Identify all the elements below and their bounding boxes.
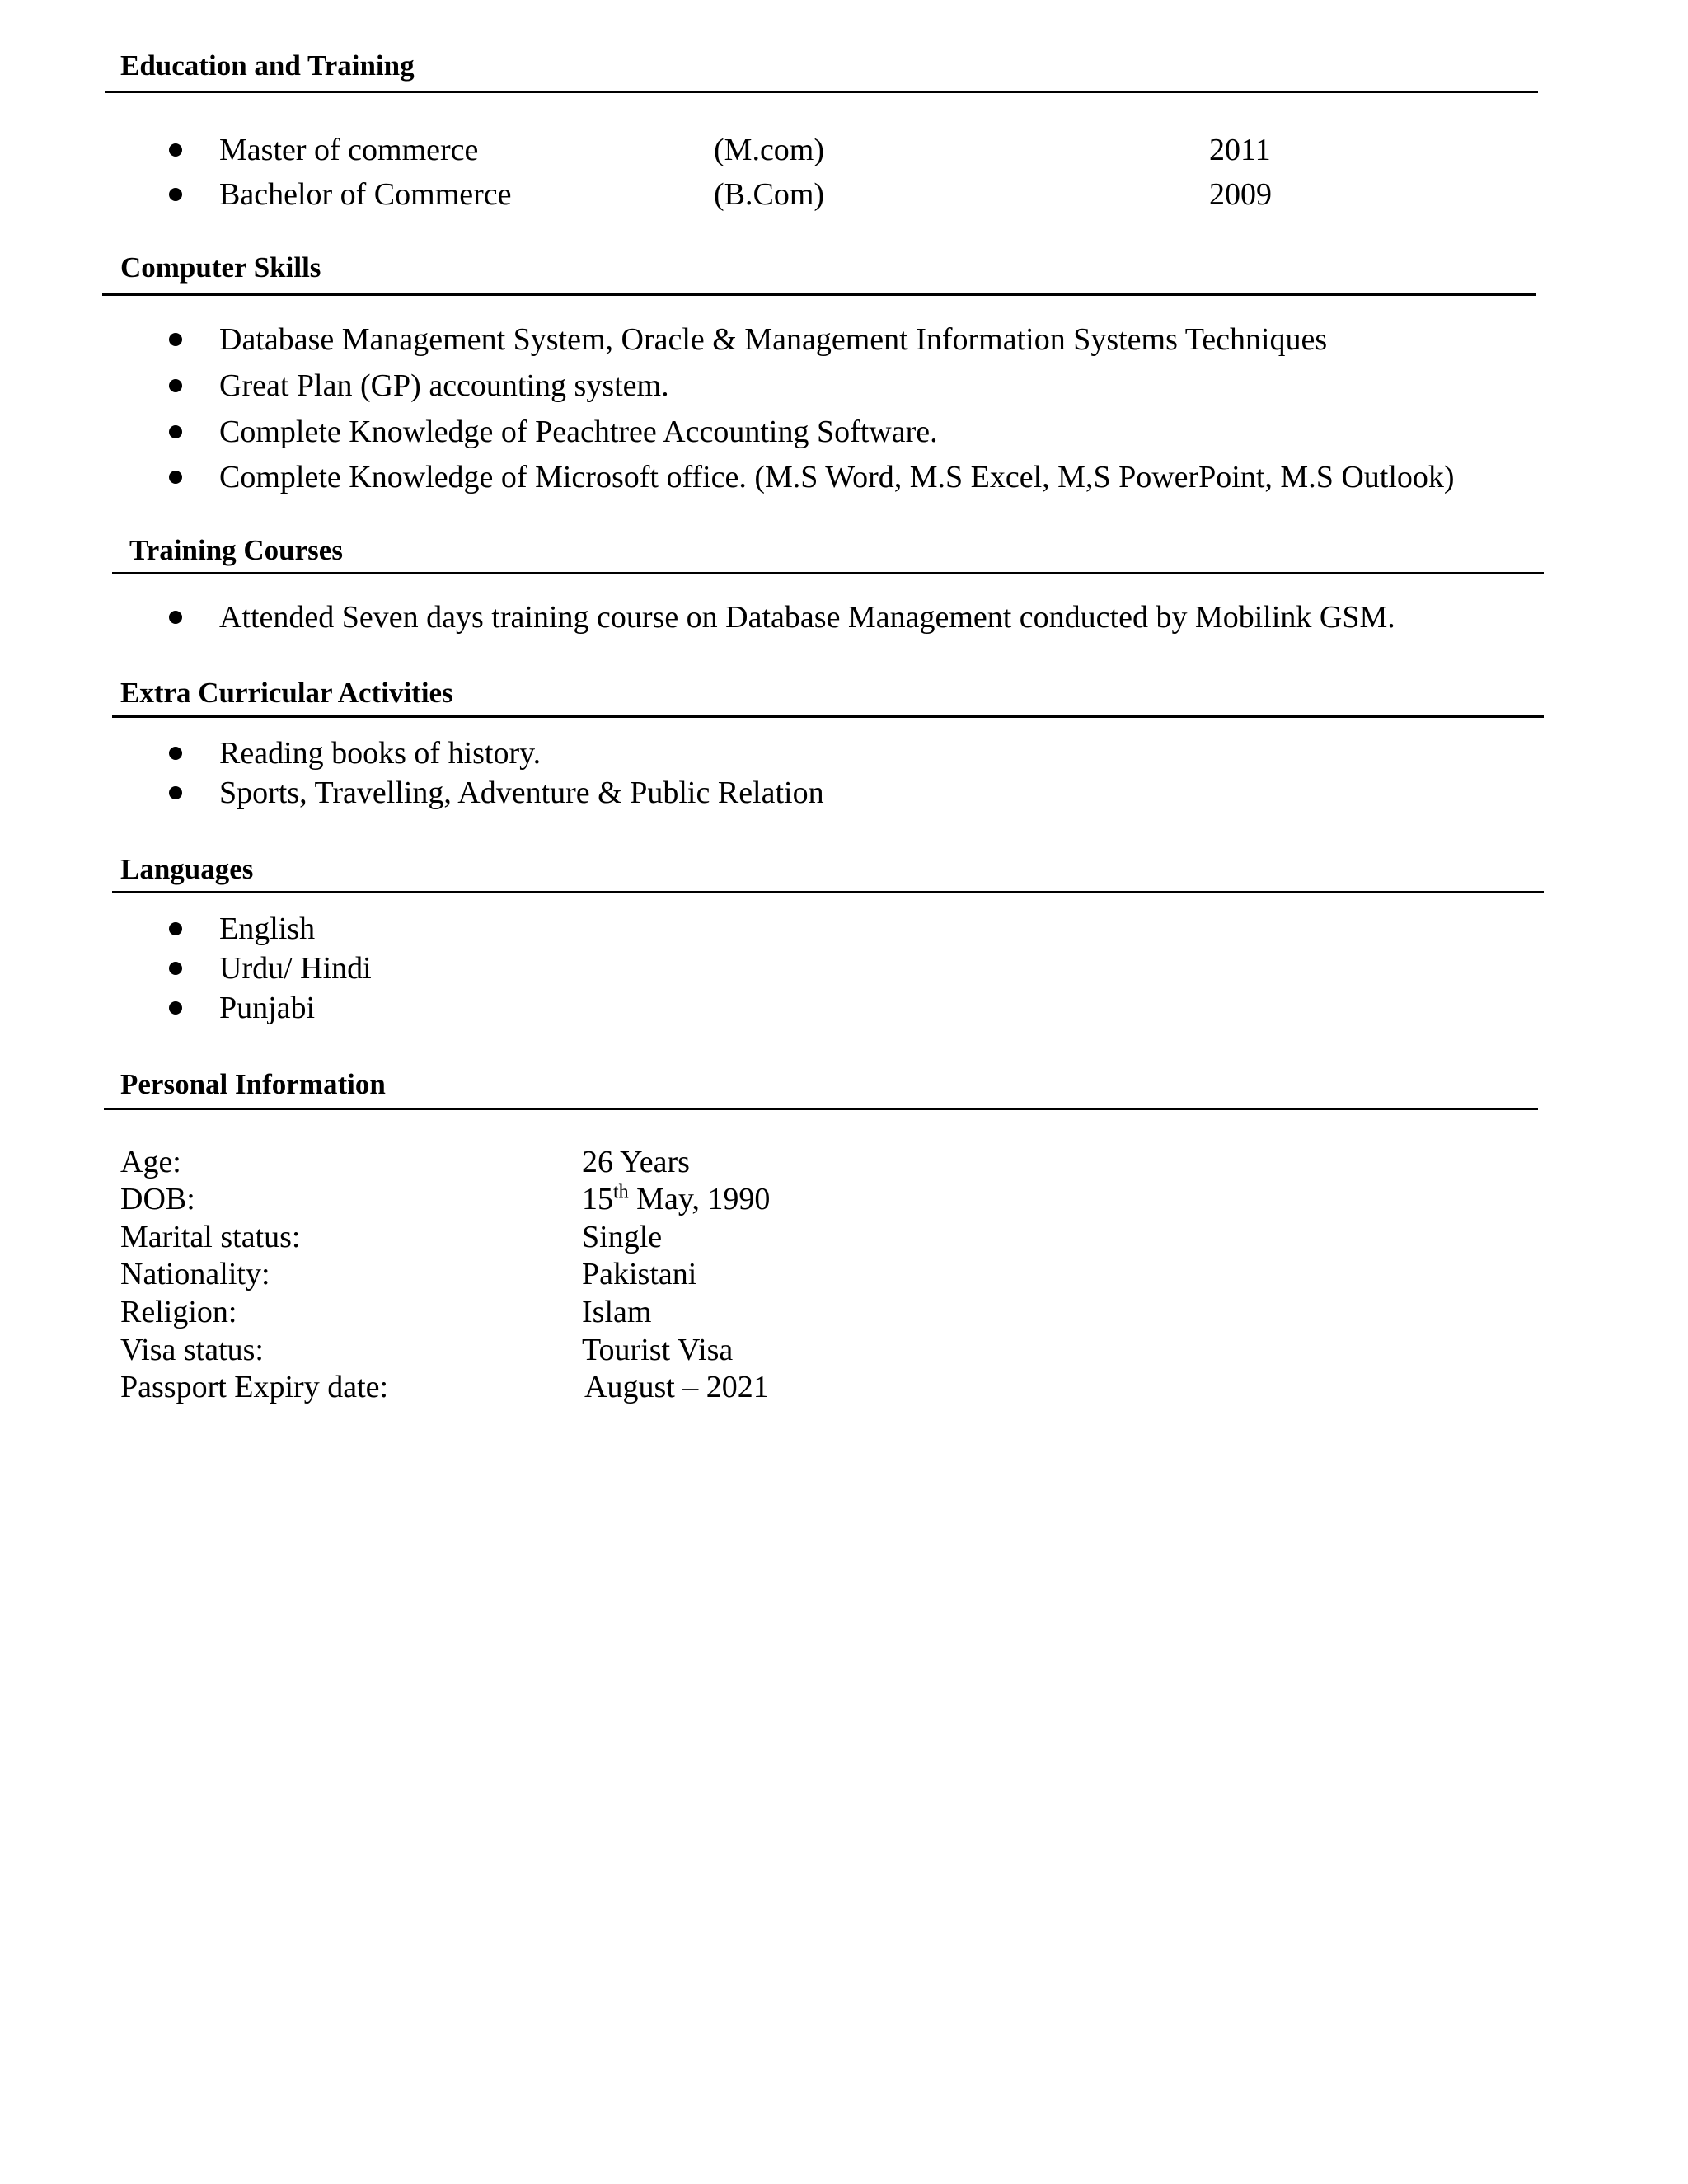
bullet-icon [169,786,182,799]
training-courses-divider [112,572,1544,574]
language-text: Punjabi [219,991,316,1025]
computer-skills-divider [102,293,1536,296]
age-label: Age: [120,1145,181,1179]
religion-value: Islam [582,1295,652,1329]
visa-status-label: Visa status: [120,1333,264,1367]
skill-text: Complete Knowledge of Peachtree Accounting Software. [219,415,938,449]
degree-name: Bachelor of Commerce [219,177,512,212]
nationality-value: Pakistani [582,1257,697,1291]
dob-day: 15 [582,1182,613,1216]
dob-label: DOB: [120,1182,195,1216]
languages-heading: Languages [120,853,254,885]
personal-info-heading: Personal Information [120,1068,386,1100]
bullet-icon [169,611,182,624]
dob-ordinal-suffix: th [613,1181,629,1203]
visa-status-value: Tourist Visa [582,1333,734,1367]
degree-year: 2009 [1209,177,1272,212]
personal-info-divider [104,1108,1538,1110]
bullet-icon [169,962,182,975]
bullet-icon [169,1001,182,1015]
extra-curricular-divider [112,715,1544,718]
marital-status-label: Marital status: [120,1220,301,1254]
bullet-icon [169,188,182,201]
skill-text: Database Management System, Oracle & Management Information Systems Techniques [219,322,1328,357]
computer-skills-heading: Computer Skills [120,251,321,284]
degree-abbr: (M.com) [714,133,825,167]
skill-text: Great Plan (GP) accounting system. [219,368,669,403]
bullet-icon [169,333,182,346]
degree-year: 2011 [1209,133,1271,167]
bullet-icon [169,379,182,392]
religion-label: Religion: [120,1295,237,1329]
age-value: 26 Years [582,1145,690,1179]
education-heading: Education and Training [120,49,415,82]
activity-text: Sports, Travelling, Adventure & Public Relation [219,776,824,810]
bullet-icon [169,425,182,438]
degree-abbr: (B.Com) [714,177,825,212]
activity-text: Reading books of history. [219,736,542,771]
dob-value [582,1181,770,1217]
bullet-icon [169,143,182,157]
passport-expiry-label: Passport Expiry date: [120,1370,389,1404]
dob-month-year: May, 1990 [628,1182,771,1216]
language-text: Urdu/ Hindi [219,951,372,986]
education-divider [106,91,1538,93]
skill-text: Complete Knowledge of Microsoft office. (M.S Word, M.S Excel, M,S PowerPoint, M.S Outlook) [219,460,1455,494]
bullet-icon [169,922,182,935]
marital-status-value: Single [582,1220,663,1254]
nationality-label: Nationality: [120,1257,270,1291]
languages-divider [112,891,1544,893]
passport-expiry-value: August – 2021 [584,1370,769,1404]
degree-name: Master of commerce [219,133,479,167]
training-text: Attended Seven days training course on Database Management conducted by Mobilink GSM. [219,600,1395,635]
language-text: English [219,912,316,946]
training-courses-heading: Training Courses [129,534,343,566]
bullet-icon [169,747,182,760]
extra-curricular-heading: Extra Curricular Activities [120,677,453,709]
bullet-icon [169,471,182,484]
